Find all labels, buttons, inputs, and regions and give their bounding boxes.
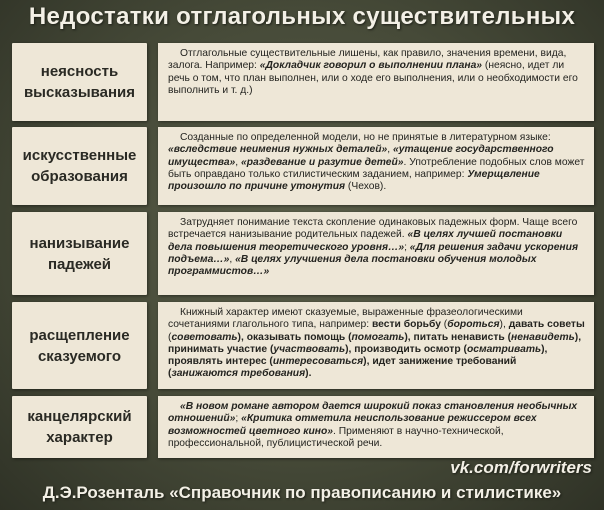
description-segment: , [387,144,393,156]
row-description [158,212,594,295]
description-segment: (неясно, идет ли речь о том, что план выполнен, или о ходе его выполнения, или о необходимости его выполнить и т. д.) [168,60,578,96]
description-segment: , [235,156,242,168]
description-segment: «вследствие неимения нужных деталей» [168,144,388,156]
label-line-2: образования [31,168,128,185]
label-line-2: падежей [47,255,112,273]
description-segment: ( [440,319,448,331]
label-line-1: нанизывание [29,234,130,252]
description-segment: . Применяют в научно-технической, профессиональной, публицистической речи. [168,425,504,449]
description-segment: «Докладчик говорил о выполнении плана» [259,60,483,72]
description-segment: . Употребление подобных слов может быть оправдано только стилистическим заданием, например: [168,156,585,180]
description-segment: осматривать [466,343,542,355]
description-segment: ). [305,368,312,380]
label-line-1: неясность [40,63,119,80]
description-segment: Книжный характер имеют сказуемые, выраженные фразеологическими сочетаниями глагольного типа, например: [168,307,523,331]
description-segment: ), идет занижение требований ( [168,356,517,380]
description-segment: «В целях лучшей постановки дела повышения теоретического уровня…» [168,229,563,253]
row-label [12,396,147,458]
description-segment: интересоваться [272,356,364,368]
description-segment: Созданные по определенной модели, но не принятые в литературном языке: [180,132,551,143]
description-segment: ненавидеть [511,331,575,343]
row-description [158,396,594,458]
row-label [12,43,147,121]
description-segment: ; [235,413,242,425]
description-segment: помогать [351,331,405,343]
label-line-2: характер [46,429,113,446]
row-description [158,43,594,121]
description-segment: участвовать [273,343,346,355]
description-segment: ), производить осмотр ( [345,343,467,355]
description-segment: советовать [171,331,238,343]
row-description [158,302,594,389]
row-label [12,127,147,205]
row-description [158,127,594,205]
description-segment: Умерщвление произошло по причине утонутия [168,168,540,193]
description-segment: «В целях улучшения дела постановки обучения молодых программистов…» [168,253,537,278]
label-line-2: сказуемого [37,347,121,365]
description-segment: вести борьбу [371,319,441,331]
description-segment: ; [404,241,410,253]
description-segment: занижаются требования [171,368,306,380]
description-segment: «раздевание и разутие детей» [241,156,404,168]
description-segment: ), проявлять интерес ( [168,343,548,368]
label-line-2: высказывания [23,84,136,101]
description-segment: бороться [447,319,500,331]
description-segment: , [229,253,236,265]
description-segment: «Критика отметила неиспользование режиссером всех возможностей цветного кино» [168,413,537,437]
description-segment: «утащение государственного имущества» [168,144,554,168]
description-segment: Отглагольные существительные лишены, как правило, значения времени, вида, залога. Например: [168,48,567,72]
description-segment: ), [499,319,509,331]
description-segment: ), принимать участие ( [168,331,582,355]
description-segment: «Для решения задачи ускорения подъема…» [168,241,579,265]
description-segment: «В новом романе автором дается широкий показ становления необычных отношений» [168,401,578,425]
label-line-1: расщепление [29,326,130,344]
row-label [12,302,147,389]
description-segment: ), питать ненависть ( [404,331,512,343]
label-line-1: канцелярский [27,408,132,425]
vk-link[interactable]: vk.com/forwriters [450,458,592,477]
label-line-1: искусственные [22,147,137,164]
source-citation: Д.Э.Розенталь «Справочник по правописанию и стилистике» [42,483,562,502]
description-segment: давать советы [508,319,585,331]
description-segment: Затрудняет понимание текста скопление одинаковых падежных форм. Чаще всего встречается нанизывание родительных падежей. [168,217,578,241]
description-segment: ), оказывать помощь ( [237,331,352,343]
description-segment: (Чехов). [345,181,387,193]
page-title: Недостатки отглагольных существительных [28,3,576,30]
row-label [12,212,147,295]
description-segment: ( [168,331,172,343]
